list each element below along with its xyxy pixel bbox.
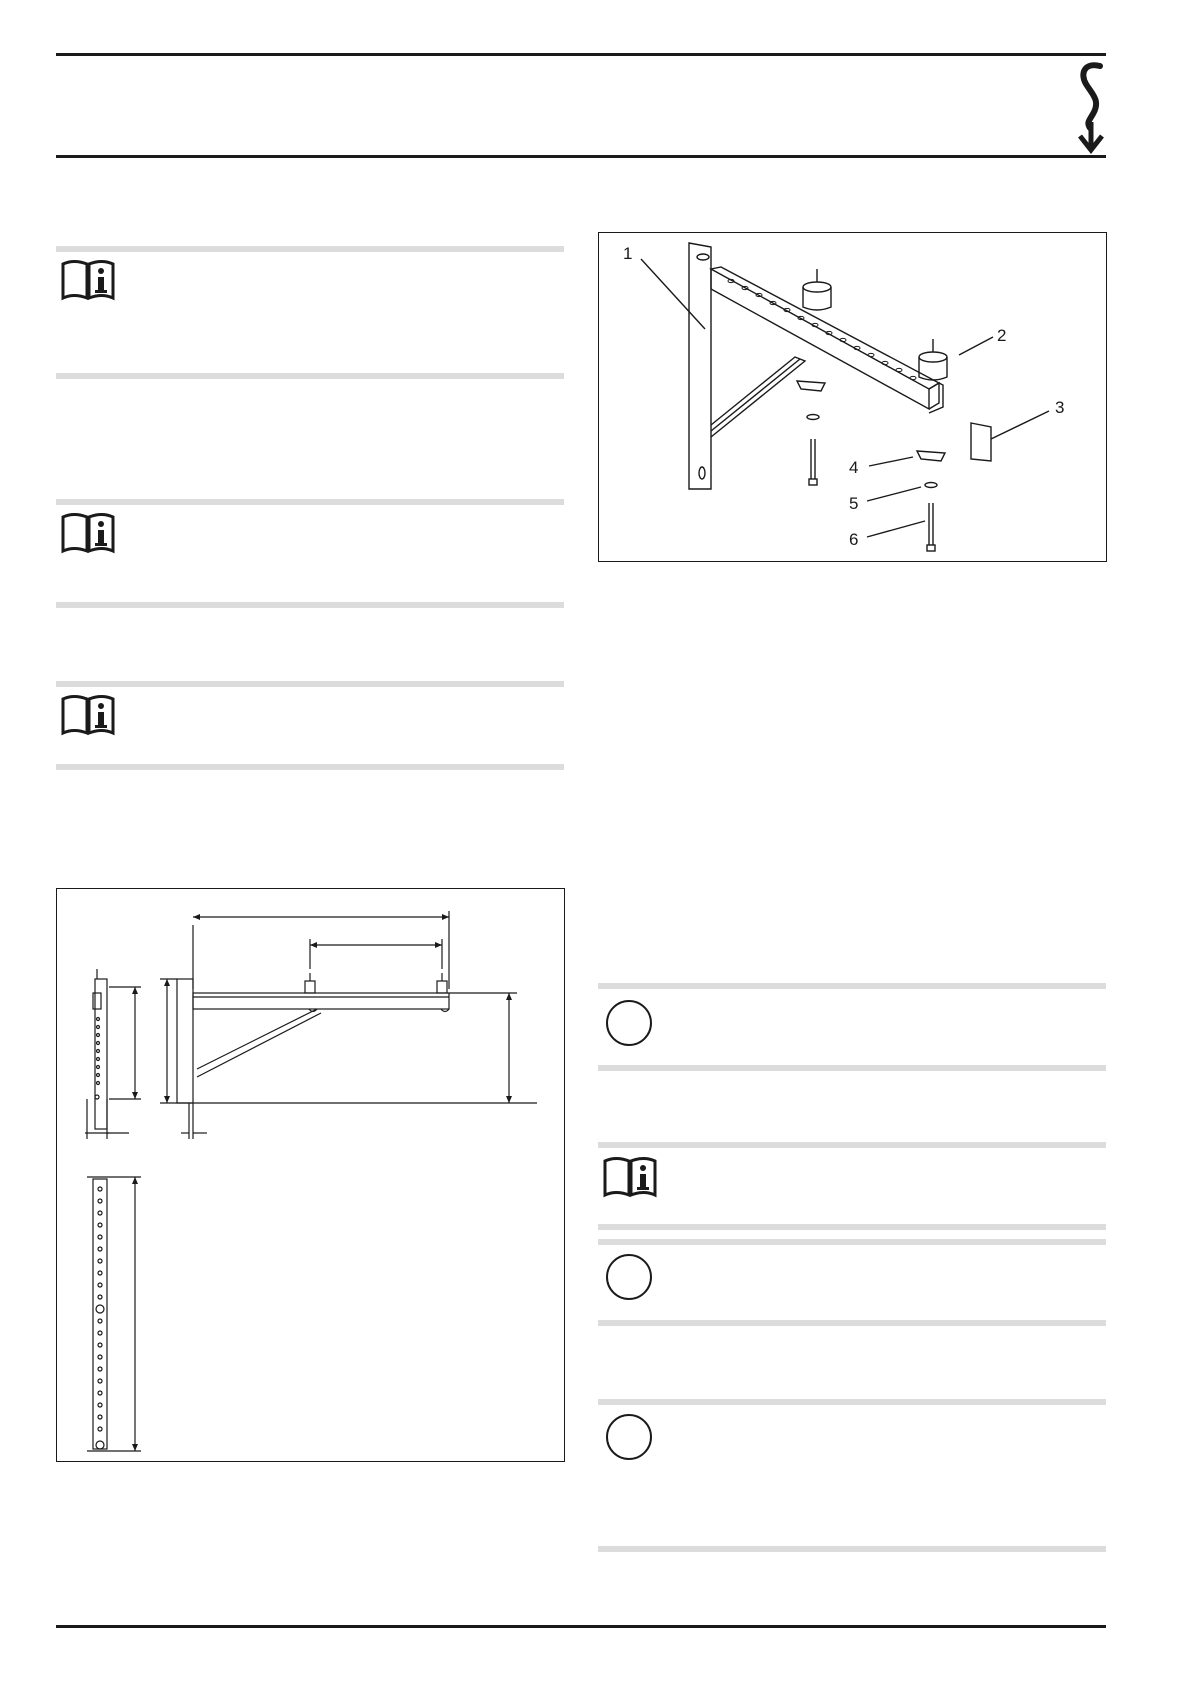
notice-block-1-top-divider: [598, 983, 1106, 989]
callout-label-3: 3: [1055, 398, 1065, 417]
manufacturer-logo: [1074, 60, 1108, 154]
manual-info-icon: [60, 511, 116, 555]
callout-label-5: 5: [849, 494, 859, 513]
circle-notice-icon: [604, 998, 654, 1048]
circle-notice-icon: [604, 1412, 654, 1462]
callout-label-2: 2: [997, 326, 1007, 345]
header-bottom-rule: [56, 155, 1106, 158]
info-block-2-bottom-divider: [56, 602, 564, 608]
callout-label-6: 6: [849, 530, 859, 549]
info-block-3-bottom-divider: [56, 764, 564, 770]
notice-block-2-bottom-divider: [598, 1320, 1106, 1326]
info-block-2-top-divider: [56, 499, 564, 505]
callout-label-4: 4: [849, 458, 859, 477]
notice-block-1-bottom-divider: [598, 1065, 1106, 1071]
info-block-1-bottom-divider: [56, 373, 564, 379]
notice-block-3-bottom-divider: [598, 1546, 1106, 1552]
callout-label-1: 1: [623, 244, 633, 263]
dimension-drawing: [57, 889, 564, 1461]
notice-block-3-top-divider: [598, 1399, 1106, 1405]
circle-notice-icon: [604, 1252, 654, 1302]
exploded-parts-figure: [598, 232, 1107, 562]
info-block-3-top-divider: [56, 681, 564, 687]
manual-info-icon: [60, 258, 116, 302]
header-top-rule: [56, 53, 1106, 56]
manual-info-icon: [602, 1155, 658, 1199]
notice-block-2-top-divider: [598, 1239, 1106, 1245]
manual-info-icon: [60, 693, 116, 737]
info-block-4-bottom-divider: [598, 1224, 1106, 1230]
dimension-drawing-figure: [56, 888, 565, 1462]
info-block-4-top-divider: [598, 1142, 1106, 1148]
info-block-1-top-divider: [56, 246, 564, 252]
footer-rule: [56, 1625, 1106, 1628]
